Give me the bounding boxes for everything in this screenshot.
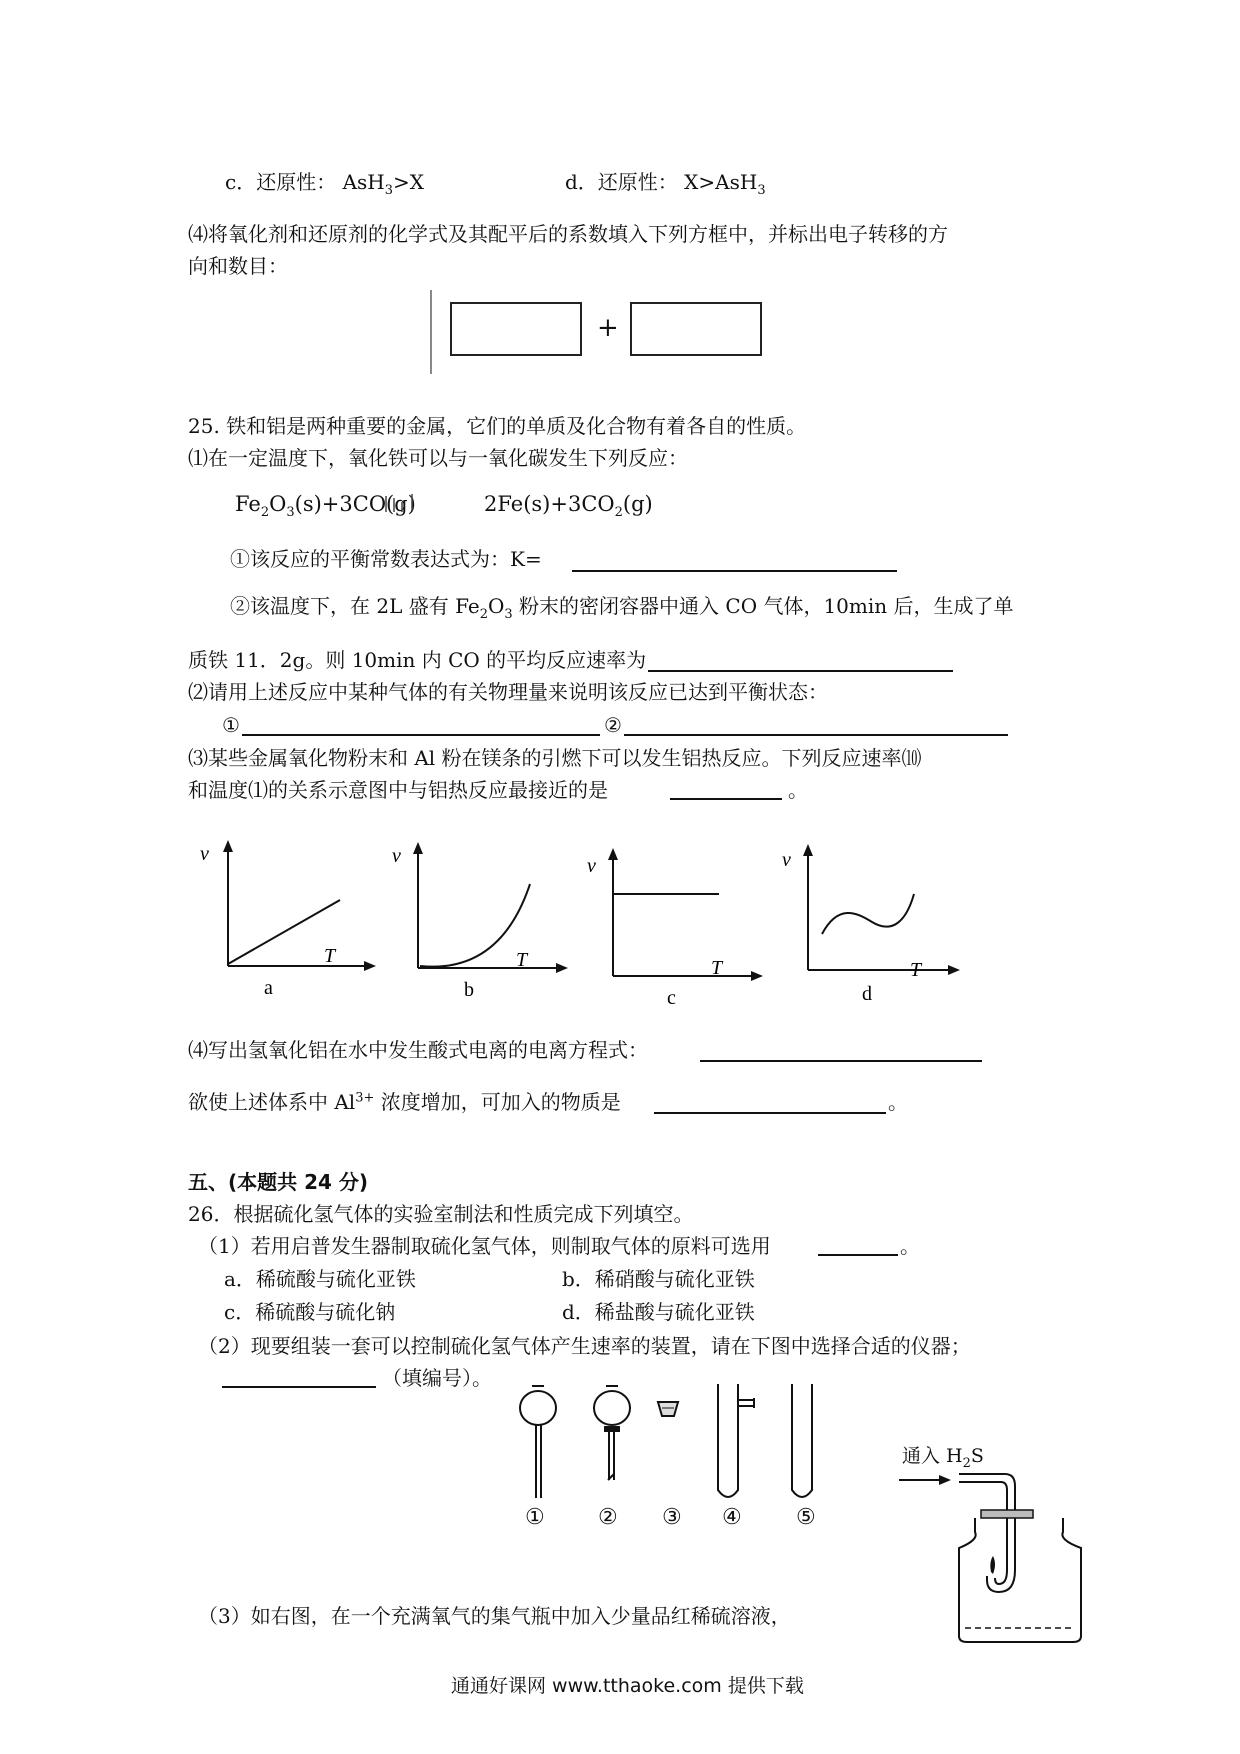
q25-p3a: ⑶某些金属氧化物粉末和 Al 粉在镁条的引燃下可以发生铝热反应。下列反应速率⑽ [188, 746, 922, 770]
graph-c-v-label: v [587, 855, 596, 877]
graph-a-v-label: v [200, 843, 209, 865]
answer-box-oxidant[interactable] [450, 302, 582, 356]
flame-icon [990, 1556, 995, 1574]
graph-choice-blank[interactable] [670, 798, 782, 800]
graph-b-x-arrow-icon [556, 963, 568, 973]
apparatus-choice-blank[interactable] [222, 1386, 376, 1388]
answer-box-reductant[interactable] [630, 302, 762, 356]
q25-s2: ②该温度下，在 2L 盛有 $Fe_2O_3$ 粉末的密闭容器中通入 CO 气体，10min 后，生成了单 [230, 594, 1014, 622]
apparatus-3-stopper-icon [658, 1402, 678, 1416]
gas-bottle-figure [895, 1470, 1085, 1645]
apparatus-1-funnel-icon [520, 1386, 556, 1498]
q24-4-line2: 向和数目： [188, 254, 288, 278]
plus-sign: + [597, 313, 619, 343]
q25-p3-end: 。 [788, 778, 808, 802]
q26-s2: （2）现要组装一套可以控制硫化氢气体产生速率的装置，请在下图中选择合适的仪器； [198, 1334, 971, 1358]
graph-b-letter: b [464, 979, 474, 1001]
q26-opt-c: c．稀硫酸与硫化钠 [224, 1300, 396, 1324]
p2-item1-label: ① [222, 713, 240, 737]
graph-a-t-label: T [324, 945, 336, 967]
apparatus-label-5: ⑤ [796, 1505, 816, 1530]
q26-opt-b: b．稀硝酸与硫化亚铁 [562, 1267, 755, 1291]
scan-edge-line [430, 290, 432, 374]
reaction-left: $Fe_2O_3(s)+3CO(g)$ [235, 492, 416, 521]
apparatus-2-separatory-funnel-icon [594, 1386, 630, 1480]
graph-b-curve [420, 884, 530, 967]
graph-b-t-label: T [516, 949, 528, 971]
k-expression-blank[interactable] [572, 570, 897, 572]
q26-s2-fill: （填编号）。 [382, 1366, 492, 1390]
graph-a-x-arrow-icon [364, 961, 376, 971]
graph-d-t-label: T [910, 959, 922, 981]
option-d-expr: X>AsH$_3$ [684, 170, 766, 198]
apparatus-label-3: ③ [662, 1505, 682, 1530]
q25-p4: ⑷写出氢氧化铝在水中发生酸式电离的电离方程式： [188, 1038, 648, 1062]
delivery-tube-inner [959, 1482, 1007, 1584]
graph-c-letter: c [667, 987, 676, 1009]
ionization-equation-blank[interactable] [700, 1060, 982, 1062]
h2s-inlet-label: 通入 $H_2S$ [902, 1445, 984, 1471]
section5-heading: 五、(本题共 24 分) [188, 1170, 369, 1194]
q25-p1: ⑴在一定温度下，氧化铁可以与一氧化碳发生下列反应： [188, 446, 688, 470]
q25-p4-end: 。 [888, 1090, 908, 1114]
apparatus-4-side-arm-tube-icon [718, 1384, 754, 1497]
q26-s3: （3）如右图，在一个充满氧气的集气瓶中加入少量品红稀硫溶液， [198, 1604, 791, 1628]
q24-4-line1: ⑷将氧化剂和还原剂的化学式及其配平后的系数填入下列方框中，并标出电子转移的方 [188, 222, 948, 246]
graph-a-y-arrow-icon [223, 840, 233, 852]
q25-s2-cont: 质铁 11．2g。则 10min 内 CO 的平均反应速率为 [188, 648, 647, 672]
q26-s1: （1）若用启普发生器制取硫化氢气体，则制取气体的原料可选用 [198, 1234, 771, 1258]
graph-c-x-arrow-icon [751, 971, 763, 981]
q25-p2: ⑵请用上述反应中某种气体的有关物理量来说明该反应已达到平衡状态： [188, 680, 828, 704]
q26-s1-end: 。 [900, 1234, 920, 1258]
option-d-label: d．还原性： [565, 170, 678, 194]
q26-opt-d: d．稀盐酸与硫化亚铁 [562, 1300, 755, 1324]
graph-c [585, 838, 765, 1008]
graph-c-y-arrow-icon [608, 848, 618, 860]
graph-d-y-arrow-icon [803, 844, 813, 856]
graph-a [200, 838, 380, 998]
option-c-label: c．还原性： [225, 170, 337, 194]
gas-bottle-body [959, 1518, 1081, 1642]
graph-d-curve [822, 894, 914, 934]
q25-p4-b: 欲使上述体系中 $Al^{3+}$ 浓度增加，可加入的物质是 [188, 1090, 621, 1114]
kipp-material-blank[interactable] [818, 1254, 898, 1256]
al-concentration-blank[interactable] [654, 1112, 886, 1114]
graph-d-v-label: v [782, 849, 791, 871]
graph-d-letter: d [862, 983, 872, 1005]
apparatus-5-test-tube-icon [792, 1384, 812, 1497]
p2-item2-label: ② [604, 713, 622, 737]
graph-d [782, 838, 972, 1008]
bottle-stopper [981, 1510, 1033, 1518]
option-d [565, 170, 766, 198]
graph-d-x-arrow-icon [948, 965, 960, 975]
option-c-expr: AsH$_3$>X [342, 170, 424, 198]
al3-formula: $Al^{3+}$ [334, 1090, 375, 1114]
apparatus-label-4: ④ [722, 1505, 742, 1530]
graph-c-t-label: T [711, 957, 723, 979]
option-c [225, 170, 424, 198]
inlet-arrow-icon [939, 1475, 951, 1485]
equilibrium-blank-1[interactable] [242, 734, 600, 736]
equilibrium-blank-2[interactable] [624, 734, 1008, 736]
fe2o3-formula: $Fe_2O_3$ [455, 594, 513, 622]
apparatus-label-2: ② [598, 1505, 618, 1530]
reaction-right: $2Fe(s)+3CO_2(g)$ [484, 492, 653, 521]
q25-s1: ①该反应的平衡常数表达式为：K= [230, 547, 542, 571]
q25-intro: 25. 铁和铝是两种重要的金属，它们的单质及化合物有着各自的性质。 [188, 414, 807, 438]
q25-p3b: 和温度⑴的关系示意图中与铝热反应最接近的是 [188, 778, 608, 802]
graph-b-v-label: v [392, 845, 401, 867]
q26-intro: 26．根据硫化氢气体的实验室制法和性质完成下列填空。 [188, 1202, 694, 1226]
graph-b [390, 838, 570, 1001]
graph-a-letter: a [264, 977, 273, 999]
equilibrium-arrow-icon [382, 492, 422, 516]
graph-b-y-arrow-icon [413, 842, 423, 854]
rate-blank[interactable] [648, 670, 953, 672]
q26-opt-a: a．稀硫酸与硫化亚铁 [224, 1267, 416, 1291]
footer-text: 通通好课网 www.tthaoke.com 提供下载 [451, 1675, 804, 1697]
apparatus-label-1: ① [525, 1505, 545, 1530]
